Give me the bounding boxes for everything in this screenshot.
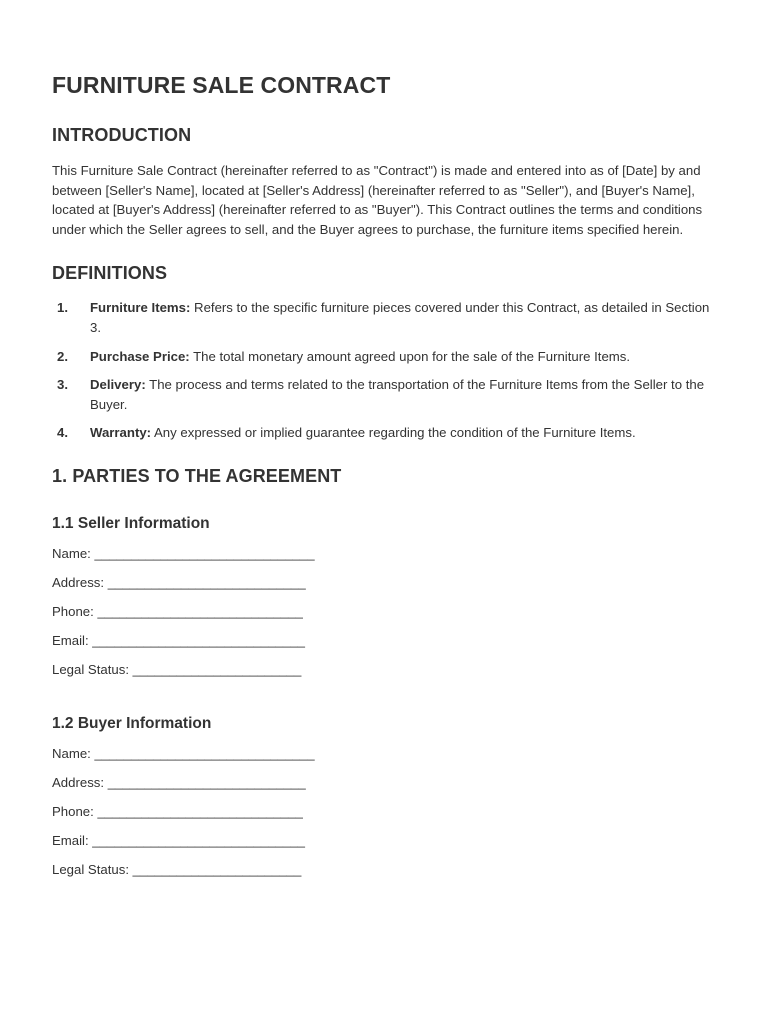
- definition-number: 4.: [57, 425, 68, 441]
- definition-item: [52, 375, 720, 414]
- definition-term: Furniture Items:: [90, 300, 191, 316]
- introduction-heading: INTRODUCTION: [52, 125, 192, 145]
- seller-legal-status-field[interactable]: Legal Status: _______________________: [52, 661, 302, 677]
- buyer-email-field[interactable]: Email: _____________________________: [52, 832, 305, 848]
- buyer-address-field[interactable]: Address: ___________________________: [52, 774, 306, 790]
- definition-number: 2.: [57, 348, 68, 364]
- seller-address-field[interactable]: Address: ___________________________: [52, 574, 306, 590]
- seller-info-heading: 1.1 Seller Information: [52, 514, 210, 532]
- definition-text: Refers to the specific furniture pieces covered under this Contract, as detailed in Section 3.: [90, 300, 710, 335]
- buyer-fields: [52, 744, 720, 889]
- definition-item: [52, 347, 720, 367]
- definition-term: Warranty:: [90, 425, 152, 441]
- document-title: FURNITURE SALE CONTRACT: [52, 72, 391, 98]
- definitions-list: [52, 298, 720, 443]
- definition-number: 3.: [57, 377, 68, 393]
- definition-number: 1.: [57, 300, 68, 316]
- parties-heading: 1. PARTIES TO THE AGREEMENT: [52, 465, 342, 486]
- definition-term: Purchase Price:: [90, 348, 190, 364]
- definition-text: The process and terms related to the transportation of the Furniture Items from the Seller to the Buyer.: [90, 377, 705, 412]
- definition-term: Delivery:: [90, 377, 146, 393]
- buyer-name-field[interactable]: Name: ______________________________: [52, 745, 315, 761]
- definition-item: [52, 423, 720, 443]
- buyer-legal-status-field[interactable]: Legal Status: _______________________: [52, 861, 302, 877]
- seller-phone-field[interactable]: Phone: ____________________________: [52, 603, 303, 619]
- definition-text: The total monetary amount agreed upon for the sale of the Furniture Items.: [189, 348, 631, 364]
- definition-item: [52, 298, 720, 337]
- definition-text: Any expressed or implied guarantee regarding the condition of the Furniture Items.: [151, 425, 636, 441]
- introduction-text: This Furniture Sale Contract (hereinafter referred to as "Contract") is made and entered into as of [Date] by and between [Seller's Name], located at [Seller's Address] (hereinafter referred to as "Seller"), and [Buyer's Name], located at [Buyer's Address] (hereinafter referred to as "Buyer"). This Contract outlines the terms and conditions under which the Seller agrees to sell, and the Buyer agrees to purchase, the furniture items specified herein.: [52, 163, 703, 237]
- buyer-phone-field[interactable]: Phone: ____________________________: [52, 803, 303, 819]
- seller-email-field[interactable]: Email: _____________________________: [52, 632, 305, 648]
- buyer-info-heading: 1.2 Buyer Information: [52, 714, 212, 732]
- seller-name-field[interactable]: Name: ______________________________: [52, 545, 315, 561]
- definitions-heading: DEFINITIONS: [52, 263, 168, 284]
- seller-fields: [52, 544, 720, 689]
